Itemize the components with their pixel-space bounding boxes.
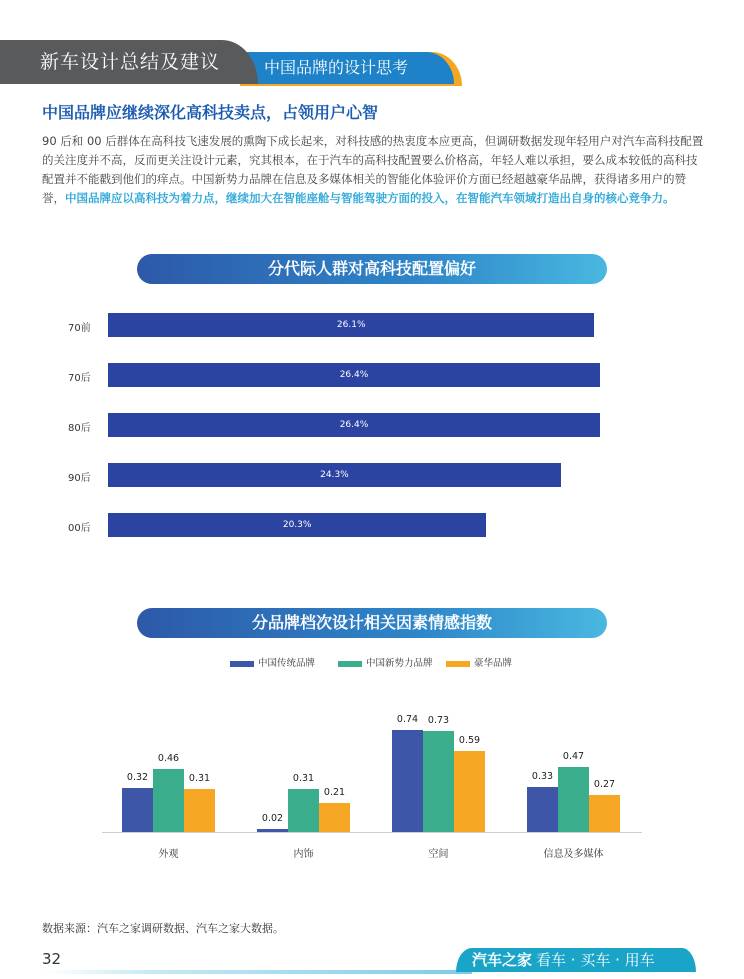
grouped-bar-value: 0.33 — [531, 770, 554, 782]
chart2-title: 分品牌档次设计相关因素情感指数 — [137, 608, 607, 638]
legend-label: 豪华品牌 — [474, 658, 513, 669]
grouped-bar-value: 0.02 — [261, 813, 284, 825]
grouped-bar — [257, 829, 288, 832]
header-subtitle-tab: 中国品牌的设计思考 — [246, 52, 454, 84]
legend-item — [446, 655, 512, 669]
headline: 中国品牌应继续深化高科技卖点，占领用户心智 — [42, 103, 379, 122]
paragraph-text: 90 后和 00 后群体在高科技飞速发展的熏陶下成长起来，对科技感的热衷度本应更高，但调研数据发现年轻用户对汽车高科技配置的关注度并不高，反而更关注设计元素，究其根本，在于汽车的高科技配置要么价格高，年轻人难以承担，要么成本较低的高科技配置并不能戳到他们的痒点。中国新势力品牌在信息及多媒体相关的智能化体验评价方面已经超越豪华品牌，获得诸多用户的赞誉， — [42, 134, 704, 205]
grouped-bar-value: 0.59 — [458, 734, 481, 746]
page-number: 32 — [42, 950, 62, 968]
bar-category-label: 90后 — [68, 473, 91, 484]
grouped-bar-value: 0.46 — [157, 752, 180, 764]
grouped-bar — [319, 803, 350, 832]
bar-value-label: 24.3% — [320, 470, 349, 480]
category-label: 空间 — [428, 849, 449, 860]
grouped-bar — [558, 767, 589, 832]
legend-item — [230, 655, 315, 669]
bar-category-label: 00后 — [68, 523, 91, 534]
bar-category-label: 70后 — [68, 373, 91, 384]
grouped-bar-value: 0.74 — [396, 714, 419, 725]
legend-item — [338, 655, 433, 669]
footer-line — [42, 970, 472, 974]
category-label: 外观 — [158, 849, 179, 860]
grouped-bar-value: 0.73 — [427, 715, 450, 727]
grouped-bar-value: 0.32 — [126, 771, 149, 783]
bar-value-label: 26.4% — [339, 420, 369, 430]
grouped-bar — [423, 731, 454, 832]
footer-brand-name: 汽车之家 — [472, 951, 533, 969]
grouped-bar-value: 0.31 — [188, 773, 211, 785]
grouped-bar-value: 0.31 — [292, 773, 315, 785]
grouped-bar-value: 0.47 — [562, 751, 585, 763]
bar-category-label: 70前 — [68, 323, 91, 334]
bar-category-label: 80后 — [68, 423, 91, 434]
legend-swatch — [230, 661, 254, 667]
grouped-bar — [527, 787, 558, 832]
footer-brand — [456, 948, 696, 972]
header-section-title: 新车设计总结及建议 — [0, 40, 258, 84]
grouped-bar — [589, 795, 620, 832]
legend-swatch — [446, 661, 470, 667]
data-source: 数据来源：汽车之家调研数据、汽车之家大数据。 — [42, 922, 284, 935]
legend-label: 中国传统品牌 — [258, 658, 316, 669]
bar-value-label: 20.3% — [282, 520, 312, 530]
category-label: 信息及多媒体 — [543, 849, 604, 860]
legend-swatch — [338, 661, 362, 667]
grouped-bar — [122, 788, 153, 832]
chart1-title: 分代际人群对高科技配置偏好 — [137, 254, 607, 284]
grouped-bar — [392, 730, 423, 832]
body-paragraph — [42, 132, 706, 208]
footer-slogan: 看车 · 买车 · 用车 — [536, 951, 655, 969]
legend-label: 中国新势力品牌 — [366, 658, 433, 669]
paragraph-highlight: 中国品牌应以高科技为着力点，继续加大在智能座舱与智能驾驶方面的投入，在智能汽车领域打造出自身的核心竞争力。 — [65, 191, 675, 205]
bar-value-label: 26.1% — [336, 320, 366, 330]
chart2-axis-line — [102, 832, 642, 833]
bar-value-label: 26.4% — [339, 370, 369, 380]
category-label: 内饰 — [293, 849, 314, 860]
grouped-bar-value: 0.21 — [323, 787, 346, 799]
grouped-bar — [184, 789, 215, 832]
grouped-bar-value: 0.27 — [593, 778, 616, 790]
grouped-bar — [454, 751, 485, 832]
